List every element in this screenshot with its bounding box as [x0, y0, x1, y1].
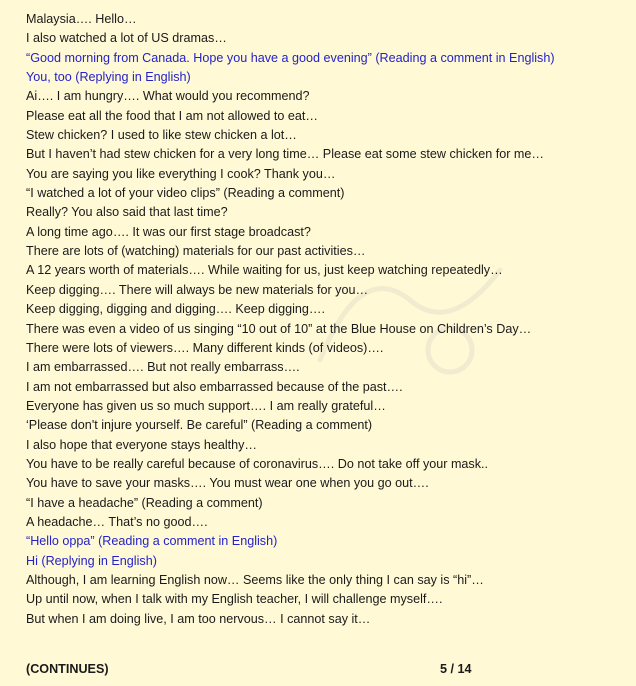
- transcript-line: I also hope that everyone stays healthy…: [26, 437, 258, 452]
- transcript-line: A long time ago…. It was our first stage broadcast?: [26, 224, 311, 239]
- page-number: 5 / 14: [440, 662, 472, 676]
- transcript-line: ‘Please don't injure yourself. Be careful” (Reading a comment): [26, 418, 373, 433]
- transcript-line: There were lots of viewers…. Many different kinds (of videos)….: [26, 340, 384, 355]
- transcript-line-english: “Hello oppa” (Reading a comment in English): [26, 534, 278, 549]
- transcript-line: Up until now, when I talk with my English teacher, I will challenge myself….: [26, 592, 443, 607]
- transcript-line: Although, I am learning English now… Seems like the only thing I can say is “hi”…: [26, 572, 484, 587]
- transcript: [26, 10, 626, 629]
- transcript-line: A headache… That’s no good….: [26, 514, 208, 529]
- transcript-line: There was even a video of us singing “10 out of 10” at the Blue House on Children’s Day…: [26, 321, 532, 336]
- transcript-line: But I haven’t had stew chicken for a very long time… Please eat some stew chicken for me…: [26, 147, 544, 162]
- transcript-line: Really? You also said that last time?: [26, 205, 228, 220]
- transcript-line: Ai…. I am hungry…. What would you recommend?: [26, 89, 310, 104]
- transcript-line: Keep digging, digging and digging…. Keep digging….: [26, 302, 325, 317]
- transcript-line: You have to save your masks…. You must wear one when you go out….: [26, 476, 429, 491]
- transcript-line-english: Hi (Replying in English): [26, 553, 157, 568]
- transcript-line: You are saying you like everything I cook? Thank you…: [26, 166, 336, 181]
- transcript-line: I am not embarrassed but also embarrassed because of the past….: [26, 379, 403, 394]
- transcript-line: A 12 years worth of materials…. While waiting for us, just keep watching repeatedly…: [26, 263, 503, 278]
- transcript-line-english: You, too (Replying in English): [26, 70, 191, 85]
- transcript-line: Please eat all the food that I am not allowed to eat…: [26, 108, 318, 123]
- transcript-line: I also watched a lot of US dramas…: [26, 31, 227, 46]
- continues-label: (CONTINUES): [26, 662, 109, 676]
- transcript-line: I am embarrassed…. But not really embarrass….: [26, 360, 300, 375]
- transcript-line: “I have a headache” (Reading a comment): [26, 495, 263, 510]
- transcript-line-english: “Good morning from Canada. Hope you have a good evening” (Reading a comment in English): [26, 50, 555, 65]
- transcript-line: You have to be really careful because of coronavirus…. Do not take off your mask..: [26, 456, 489, 471]
- transcript-line: Stew chicken? I used to like stew chicken a lot…: [26, 128, 297, 143]
- transcript-line: But when I am doing live, I am too nervous… I cannot say it…: [26, 611, 371, 626]
- transcript-line: There are lots of (watching) materials for our past activities…: [26, 244, 366, 259]
- transcript-line: Everyone has given us so much support…. I am really grateful…: [26, 398, 386, 413]
- transcript-line: Keep digging…. There will always be new materials for you…: [26, 282, 369, 297]
- transcript-line: “I watched a lot of your video clips” (Reading a comment): [26, 186, 345, 201]
- page-footer: [26, 662, 608, 680]
- transcript-line: Malaysia…. Hello…: [26, 12, 137, 26]
